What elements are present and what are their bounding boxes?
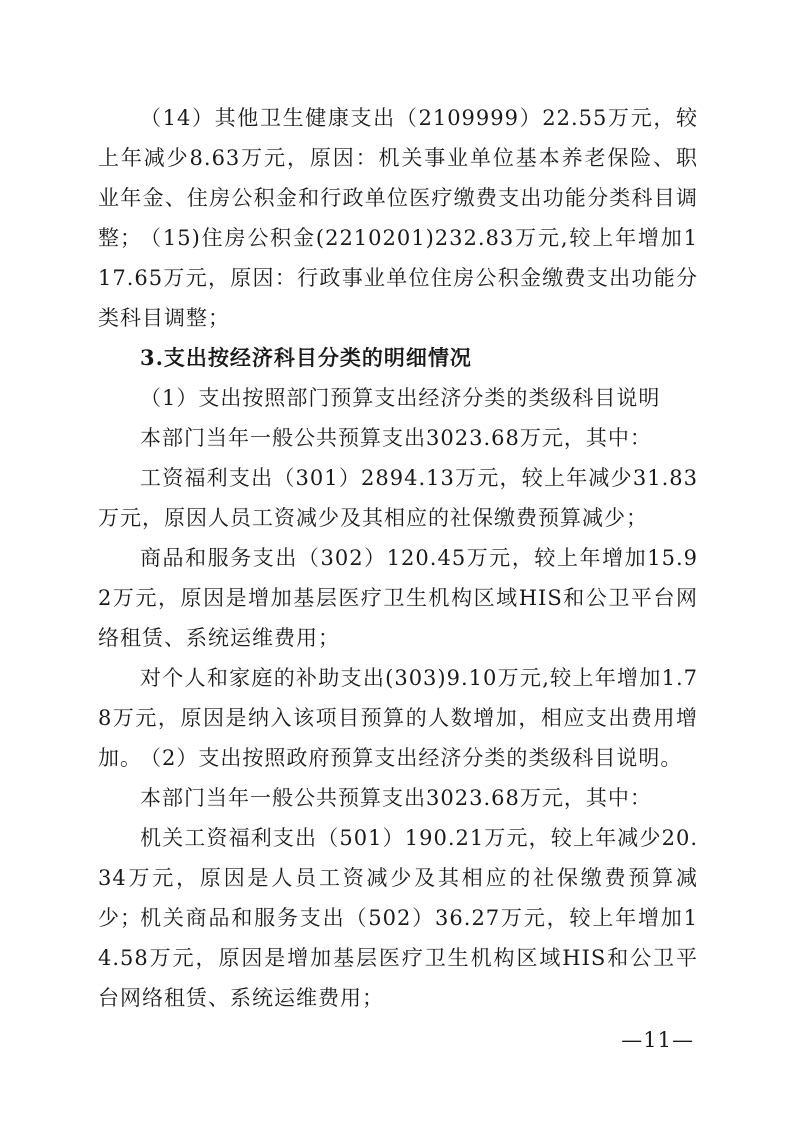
paragraph-household-subsidy-303: 对个人和家庭的补助支出(303)9.10万元,较上年增加1.78万元，原因是纳入该项目预算的人数增加，相应支出费用增加。	[98, 666, 698, 770]
page-number: —11—	[621, 1028, 694, 1052]
paragraph-goods-services-302: 商品和服务支出（302）120.45万元，较上年增加15.92万元，原因是增加基层医疗卫生机构区域HIS和公卫平台网络租赁、系统运维费用；	[98, 546, 698, 650]
subheading-department-budget-classification: （1）支出按照部门预算支出经济分类的类级科目说明	[140, 386, 661, 410]
paragraph-agency-wage-welfare-501: 机关工资福利支出（501）190.21万元，较上年减少20.34万元，原因是人员工资减少及其相应的社保缴费预算减少；	[98, 826, 698, 930]
subheading-government-budget-classification: （2）支出按照政府预算支出经济分类的类级科目说明。	[140, 746, 683, 770]
paragraph-housing-provident-fund: （15)住房公积金(2210201)232.83万元,较上年增加117.65万元，原因：行政事业单位住房公积金缴费支出功能分类科目调整；	[98, 226, 698, 330]
paragraph-total-expenditure-1: 本部门当年一般公共预算支出3023.68万元，其中：	[140, 426, 652, 450]
paragraph-other-health-expenditure: （14）其他卫生健康支出（2109999）22.55万元，较上年减少8.63万元，原因：机关事业单位基本养老保险、职业年金、住房公积金和行政单位医疗缴费支出功能分类科目调整；	[98, 106, 698, 250]
paragraph-total-expenditure-2: 本部门当年一般公共预算支出3023.68万元，其中：	[140, 786, 652, 810]
section-heading-economic-classification: 3.支出按经济科目分类的明细情况	[140, 345, 472, 370]
paragraph-wage-welfare-301: 工资福利支出（301）2894.13万元，较上年减少31.83万元，原因人员工资减少及其相应的社保缴费预算减少；	[98, 466, 698, 530]
paragraph-agency-goods-services-502: 机关商品和服务支出（502）36.27万元，较上年增加14.58万元，原因是增加基层医疗卫生机构区域HIS和公卫平台网络租赁、系统运维费用；	[98, 906, 698, 1010]
